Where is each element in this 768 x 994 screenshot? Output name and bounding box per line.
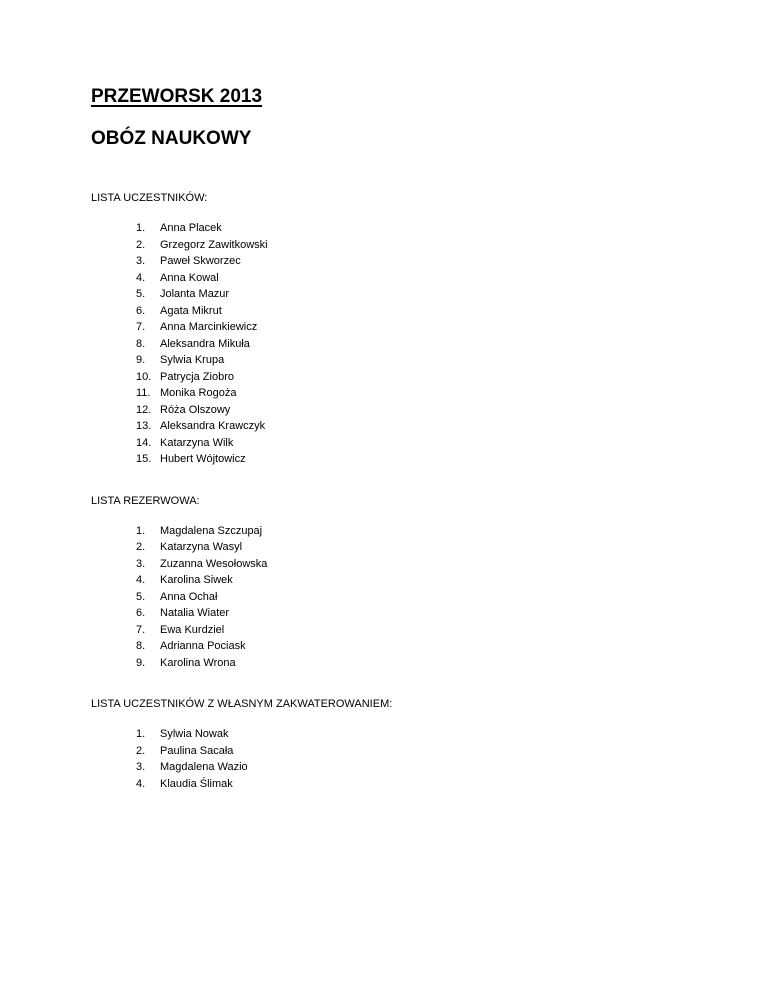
list-item-number: 2. <box>136 238 146 251</box>
list-item-number: 9. <box>136 656 146 669</box>
list-item-name: Anna Marcinkiewicz <box>160 321 258 333</box>
list-item-name: Jolanta Mazur <box>160 288 230 300</box>
list-item <box>91 352 711 369</box>
list-item-name: Sylwia Nowak <box>160 728 229 740</box>
reserve-section <box>91 493 711 672</box>
list-item-name: Monika Rogoża <box>160 387 237 399</box>
list-item-name: Natalia Wiater <box>160 607 230 619</box>
list-item-name: Adrianna Pociask <box>160 640 246 652</box>
list-item <box>91 638 711 655</box>
list-item-number: 4. <box>136 271 146 284</box>
list-item <box>91 589 711 606</box>
list-item-number: 8. <box>136 640 146 652</box>
list-item-name: Sylwia Krupa <box>160 354 225 366</box>
list-item-name: Katarzyna Wasyl <box>160 541 243 553</box>
list-item-name: Karolina Wrona <box>160 656 236 669</box>
list-item-name: Aleksandra Mikuła <box>160 337 250 350</box>
list-item <box>91 270 711 287</box>
list-item <box>91 385 711 402</box>
reserve-heading: LISTA REZERWOWA: <box>91 494 200 507</box>
list-item-number: 11. <box>136 387 151 399</box>
list-item-name: Katarzyna Wilk <box>160 436 234 449</box>
list-item-number: 10. <box>136 370 152 383</box>
list-item <box>91 286 711 303</box>
list-item-name: Magdalena Wazio <box>160 761 248 773</box>
list-item <box>91 303 711 320</box>
list-item-number: 9. <box>136 354 146 366</box>
list-item <box>91 220 711 237</box>
document-title: PRZEWORSK 2013 <box>91 86 263 107</box>
list-item-name: Zuzanna Wesołowska <box>160 557 268 570</box>
list-item-number: 2. <box>136 744 146 757</box>
list-item-number: 5. <box>136 288 146 300</box>
list-item-name: Anna Placek <box>160 222 222 234</box>
list-item <box>91 336 711 353</box>
list-item-number: 12. <box>136 403 152 416</box>
list-item-number: 3. <box>136 255 146 267</box>
list-item-number: 13. <box>136 420 152 432</box>
list-item-number: 7. <box>136 321 146 333</box>
list-item <box>91 369 711 386</box>
list-item-number: 15. <box>136 453 152 465</box>
own-accommodation-heading: LISTA UCZESTNIKÓW Z WŁASNYM ZAKWATEROWANIEM: <box>91 698 393 710</box>
document-subtitle: OBÓZ NAUKOWY <box>91 128 252 149</box>
list-item-number: 14. <box>136 436 152 449</box>
list-item-name: Anna Kowal <box>160 271 219 284</box>
reserve-list <box>91 523 711 672</box>
list-item-number: 1. <box>136 728 146 740</box>
list-item-number: 7. <box>136 623 146 636</box>
list-item <box>91 237 711 254</box>
list-item-number: 6. <box>136 607 146 619</box>
own-accommodation-list <box>91 726 711 792</box>
list-item-number: 4. <box>136 574 146 586</box>
list-item-number: 5. <box>136 590 146 603</box>
list-item-name: Ewa Kurdziel <box>160 623 225 636</box>
list-item-name: Agata Mikrut <box>160 304 222 317</box>
list-item-name: Aleksandra Krawczyk <box>160 420 266 432</box>
participants-list <box>91 220 711 468</box>
list-item <box>91 605 711 622</box>
document-page <box>91 84 711 792</box>
list-item <box>91 451 711 468</box>
list-item-name: Hubert Wójtowicz <box>160 453 246 465</box>
list-item-number: 3. <box>136 557 146 570</box>
list-item <box>91 655 711 672</box>
list-item <box>91 743 711 760</box>
list-item <box>91 418 711 435</box>
list-item <box>91 253 711 270</box>
list-item-name: Grzegorz Zawitkowski <box>160 238 268 251</box>
list-item-name: Paulina Sacała <box>160 744 234 757</box>
participants-section <box>91 190 711 468</box>
list-item <box>91 539 711 556</box>
list-item-name: Róża Olszowy <box>160 403 231 416</box>
list-item <box>91 622 711 639</box>
list-item-number: 1. <box>136 524 146 537</box>
list-item-name: Klaudia Ślimak <box>160 777 233 790</box>
list-item-name: Paweł Skworzec <box>160 255 241 267</box>
list-item-name: Patrycja Ziobro <box>160 370 234 383</box>
participants-heading: LISTA UCZESTNIKÓW: <box>91 192 208 204</box>
list-item <box>91 726 711 743</box>
list-item-number: 3. <box>136 761 146 773</box>
list-item <box>91 319 711 336</box>
list-item-number: 1. <box>136 222 146 234</box>
list-item <box>91 435 711 452</box>
list-item <box>91 759 711 776</box>
list-item-number: 2. <box>136 541 146 553</box>
list-item-name: Magdalena Szczupaj <box>160 524 263 537</box>
list-item-name: Karolina Siwek <box>160 574 233 586</box>
list-item-number: 8. <box>136 337 146 350</box>
list-item <box>91 402 711 419</box>
own-accommodation-section <box>91 696 711 792</box>
list-item-number: 6. <box>136 304 146 317</box>
list-item <box>91 523 711 540</box>
list-item-name: Anna Ochał <box>160 590 218 603</box>
list-item-number: 4. <box>136 777 146 790</box>
list-item <box>91 776 711 793</box>
list-item <box>91 572 711 589</box>
list-item <box>91 556 711 573</box>
